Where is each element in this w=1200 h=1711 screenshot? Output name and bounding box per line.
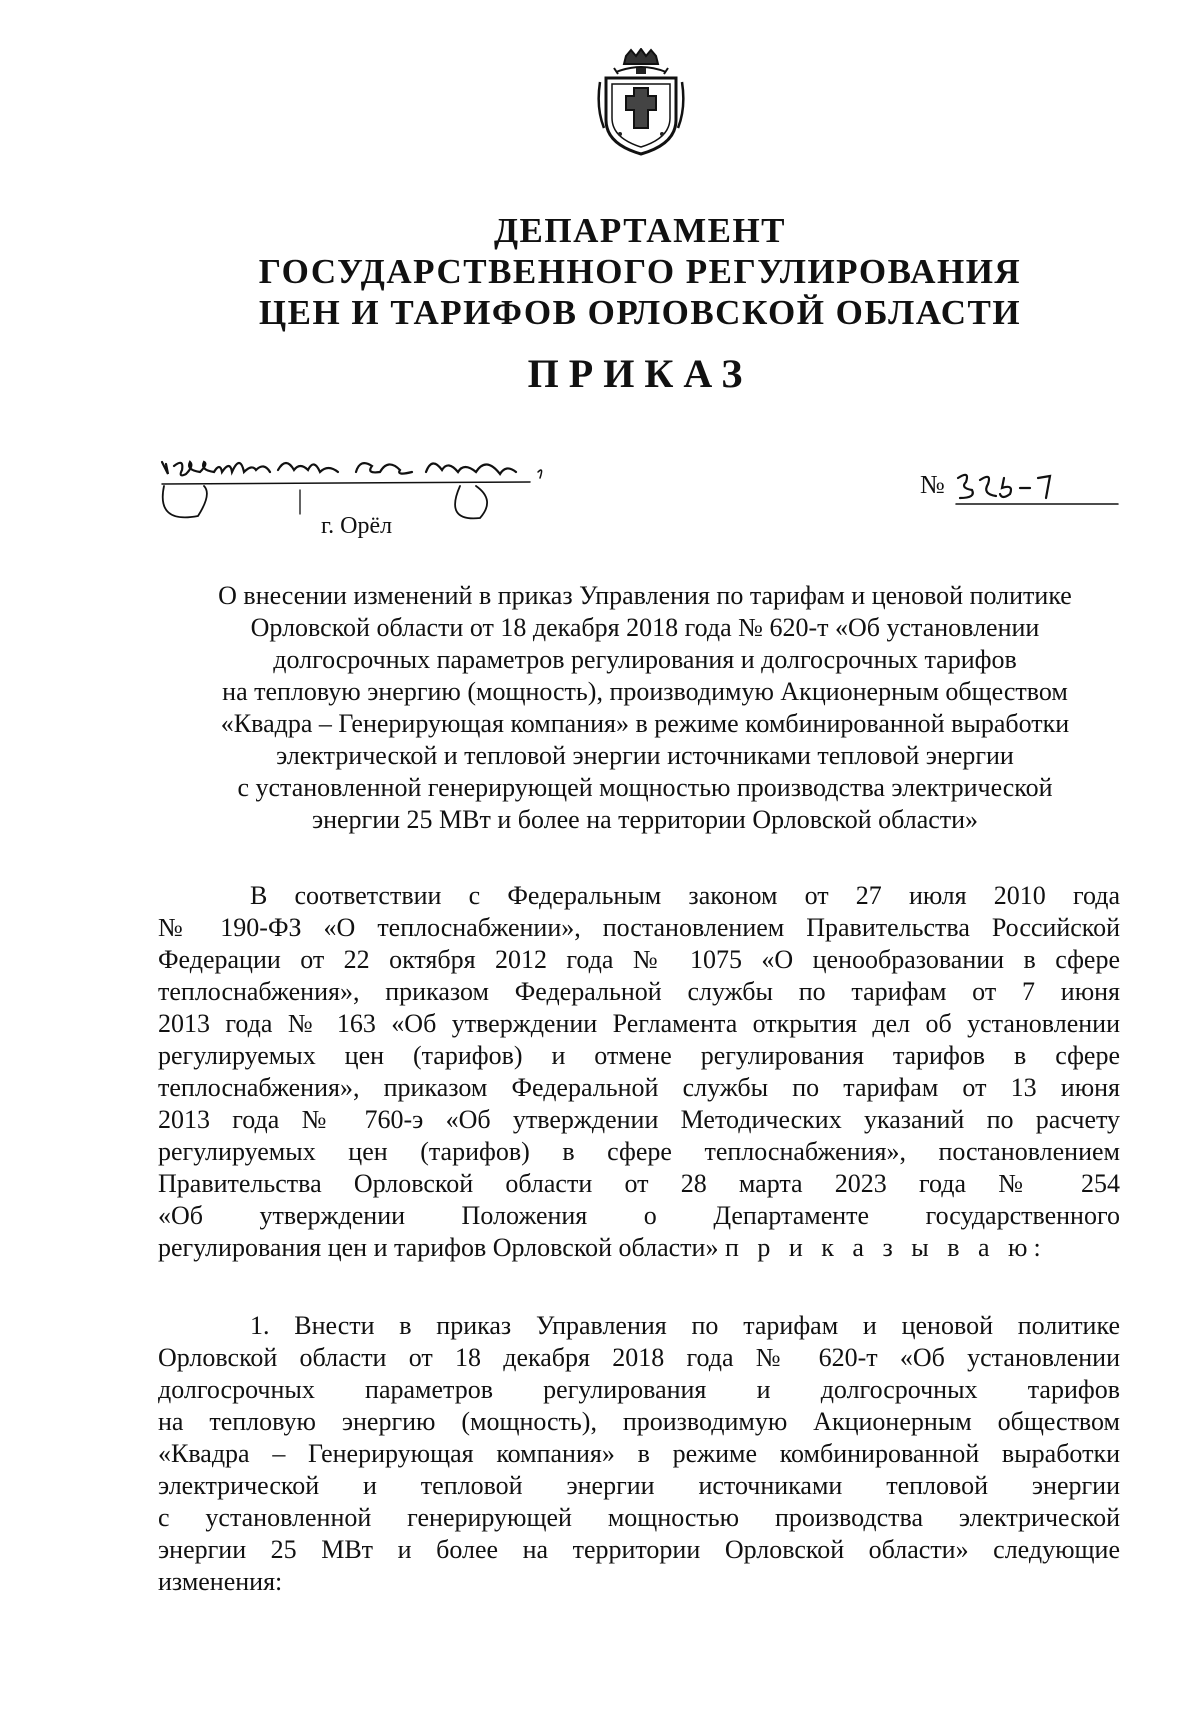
preamble-line: Федерации от 22 октября 2012 года № 1075 «О ценообразовании в сфере — [158, 945, 1120, 974]
preamble-line: 2013 года № 760-э «Об утверждении Методических указаний по расчету — [158, 1105, 1120, 1134]
preamble-last-line — [158, 1232, 1120, 1264]
preamble-paragraph — [158, 880, 1120, 1264]
item-line: на тепловую энергию (мощность), производимую Акционерным обществом — [158, 1407, 1120, 1436]
item-line: с установленной генерирующей мощностью производства электрической — [158, 1503, 1120, 1532]
subject-line: на тепловую энергию (мощность), производимую Акционерным обществом — [222, 677, 1068, 706]
item-line: Орловской области от 18 декабря 2018 года № 620-т «Об установлении — [158, 1343, 1120, 1372]
subject-line: электрической и тепловой энергии источниками тепловой энергии — [276, 741, 1014, 770]
subject-line: «Квадра – Генерирующая компания» в режиме комбинированной выработки — [220, 709, 1070, 738]
item-line: электрической и тепловой энергии источниками тепловой энергии — [158, 1471, 1120, 1500]
subject-line: долгосрочных параметров регулирования и долгосрочных тарифов — [273, 645, 1017, 674]
item-line: долгосрочных параметров регулирования и долгосрочных тарифов — [158, 1375, 1120, 1404]
subject-line: О внесении изменений в приказ Управления по тарифам и ценовой политике — [218, 581, 1072, 610]
preamble-line: регулирования цен и тарифов Орловской области» — [158, 1233, 719, 1262]
handwritten-number — [952, 470, 1122, 510]
preamble-line: Правительства Орловской области от 28 марта 2023 года № 254 — [158, 1169, 1120, 1198]
subject-line: Орловской области от 18 декабря 2018 года № 620-т «Об установлении — [250, 613, 1040, 642]
place-of-issue: г. Орёл — [321, 513, 393, 539]
preamble-line: теплоснабжения», приказом Федеральной службы по тарифам от 13 июня — [158, 1073, 1120, 1102]
preamble-line: теплоснабжения», приказом Федеральной службы по тарифам от 7 июня — [158, 977, 1120, 1006]
coat-of-arms-emblem — [596, 48, 686, 156]
preamble-line: № 190-ФЗ «О теплоснабжении», постановлением Правительства Российской — [158, 913, 1120, 942]
preamble-line: регулируемых цен (тарифов) и отмене регулирования тарифов в сфере — [158, 1041, 1120, 1070]
item-line: изменения: — [158, 1567, 283, 1596]
item-1-paragraph — [158, 1310, 1120, 1598]
item-line: «Квадра – Генерирующая компания» в режиме комбинированной выработки — [158, 1439, 1120, 1468]
department-title-line-2: ГОСУДАРСТВЕННОГО РЕГУЛИРОВАНИЯ — [258, 252, 1022, 291]
preamble-line: 2013 года № 163 «Об утверждении Регламента открытия дел об установлении — [158, 1009, 1120, 1038]
subject-line: с установленной генерирующей мощностью производства электрической — [237, 773, 1053, 802]
document-type-title: ПРИКАЗ — [527, 351, 753, 396]
department-title-line-3: ЦЕН И ТАРИФОВ ОРЛОВСКОЙ ОБЛАСТИ — [258, 293, 1022, 332]
item-line: 1. Внести в приказ Управления по тарифам и ценовой политике — [250, 1311, 1120, 1340]
number-label: № — [920, 470, 945, 499]
preamble-line: В соответствии с Федеральным законом от 27 июля 2010 года — [250, 881, 1120, 910]
department-title-line-1: ДЕПАРТАМЕНТ — [493, 211, 787, 250]
subject-line: энергии 25 МВт и более на территории Орловской области» — [311, 805, 979, 834]
order-subject — [150, 580, 1140, 836]
item-line: энергии 25 МВт и более на территории Орловской области» следующие — [158, 1535, 1120, 1564]
preamble-line: регулируемых цен (тарифов) в сфере теплоснабжения», постановлением — [158, 1137, 1120, 1166]
order-command: п р и к а з ы в а ю: — [724, 1233, 1047, 1262]
preamble-line: «Об утверждении Положения о Департаменте государственного — [158, 1201, 1120, 1230]
